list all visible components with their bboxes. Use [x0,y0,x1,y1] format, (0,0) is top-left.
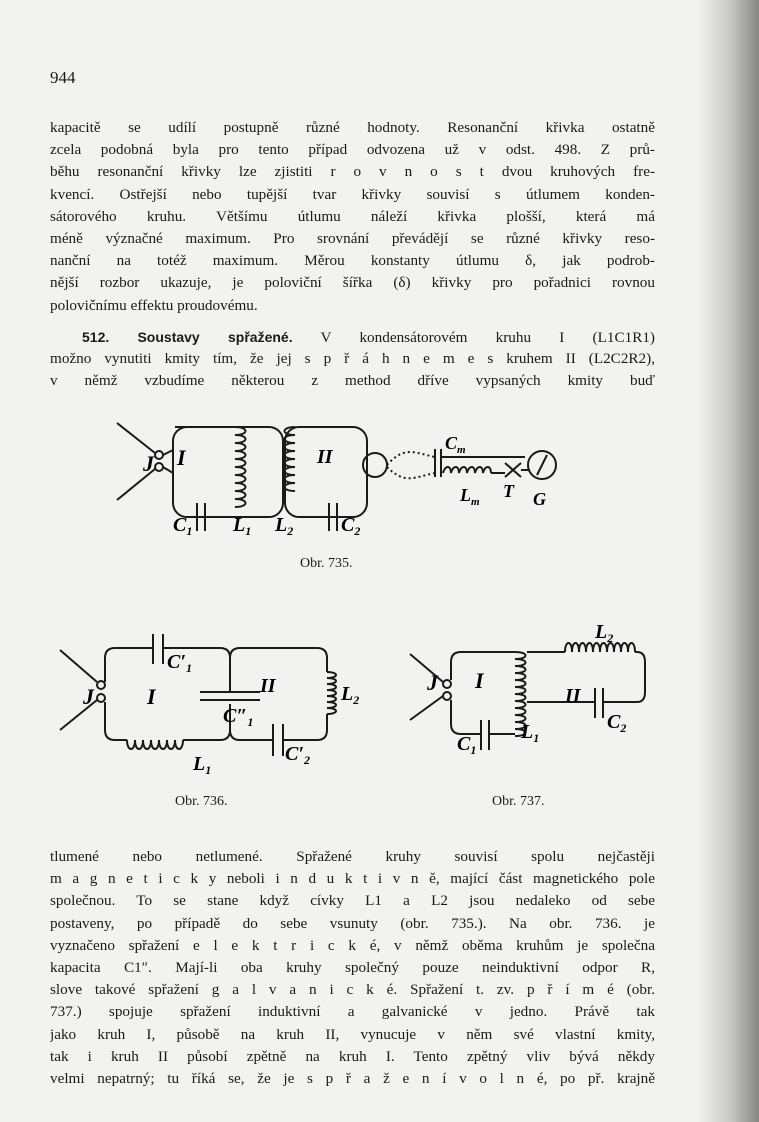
label-C2: $C_2$ [607,711,627,735]
text-line: kapacitě se udílí postupně různé hodnoty. Resonanční křivka ostatně [50,119,655,136]
text-line: tak i kruh II působí zpětně na kruh I. Tento zpětný vliv bývá někdy [50,1047,655,1065]
label-J: J [83,684,94,709]
text-line: v němž vzbudíme některou z method dříve vypsaných kmity buď [50,372,655,390]
section-number: 512. [82,329,110,345]
label-G: G [533,489,546,509]
text-line: tlumené nebo netlumené. Spřažené kruhy souvisí spolu nejčastěji [50,848,655,865]
page-edge-shadow [697,0,759,1122]
text-line: velmi nepatrný; tu říká se, že je s p ř a ž e n í v o l n é, po př. krajně [50,1069,655,1087]
figure-737 [405,620,655,760]
text-line: zcela podobná byla pro tento případ odvozena už v odst. 498. Z prů- [50,141,655,159]
label-L1: $L_1$ [193,753,212,777]
label-C1: $C_1$ [457,733,477,757]
label-I: I [147,684,156,709]
text-line: sátorového kruhu. Většímu útlumu náleží křivka plošší, která má [50,207,655,225]
page-number: 944 [50,68,76,87]
caption-737: Obr. 737. [492,794,545,809]
text-line: slove takové spřažení g a l v a n i c k é. Spřažení t. zv. p ř í m é (obr. [50,981,655,999]
text-line: možno vynutiti kmity tím, že jej s p ř á h n e m e s kruhem II (L2C2R2), [50,350,655,368]
caption-735: Obr. 735. [300,556,353,571]
label-C1-prime: $C'_1$ [167,651,192,675]
label-II: II [565,685,581,707]
text-line: nanční na totéž maximum. Měrou konstanty útlumu δ, jak podrob- [50,252,655,270]
label-II: II [317,446,333,468]
section-title: Soustavy spřažené. [137,329,293,345]
section-text: V kondensátorovém kruhu I (L1C1R1) [320,329,655,346]
section-heading-line [50,326,655,348]
label-C2: $C_2$ [341,514,361,538]
label-I: I [177,445,186,470]
paragraph-2 [50,846,655,1090]
label-J: J [427,670,438,695]
text-line: kvencí. Ostřejší nebo tupější tvar křivky souvisí s útlumem konden- [50,185,655,203]
label-L2: $L_2$ [595,621,614,645]
text-line: postaveny, po případě do sebe vsunuty (obr. 735.). Na obr. 736. je [50,914,655,932]
label-Cm: $C_m$ [445,433,466,456]
caption-736: Obr. 736. [175,794,228,809]
label-L2: $L_2$ [275,514,294,538]
label-C2-prime: $C'_2$ [285,743,310,767]
label-L1: $L_1$ [521,721,540,745]
figure-735 [105,405,565,545]
figure-736 [55,620,375,780]
label-C1: $C_1$ [173,514,193,538]
label-L1: $L_1$ [233,514,252,538]
text-line: 737.) spojuje spřažení induktivní a galvanické v jedno. Právě tak [50,1003,655,1021]
section-512 [50,326,655,393]
text-line: kapacita C1″. Mají-li oba kruhy společný pouze neinduktivní odpor R, [50,958,655,976]
text-line: polovičnímu effektu proudovému. [50,296,258,314]
text-line: m a g n e t i c k y neboli i n d u k t i v n ě, mající část magnetického pole [50,870,655,888]
label-T: T [503,481,514,501]
label-II: II [260,675,276,697]
text-line: vyznačeno spřažení e l e k t r i c k é, v němž oběma kruhům je společna [50,936,655,954]
label-Lm: $L_m$ [460,485,480,508]
label-C1-double-prime: $C''_1$ [223,705,254,729]
text-line: běhu resonanční křivky lze zjistiti r o v n o s t dvou kruhových fre- [50,163,655,181]
text-line: nější rozbor ukazuje, je poloviční šířka (δ) křivky pro pořadnici rovnou [50,274,655,292]
label-L2: $L_2$ [341,683,360,707]
text-line: společnou. To se stane když cívky L1 a L2 jsou nedaleko od sebe [50,892,655,910]
label-J: J [143,451,154,476]
paragraph-1 [50,117,655,317]
label-I: I [475,668,484,693]
text-line: jako kruh I, působě na kruh II, vynucuje v něm své vlastní kmity, [50,1025,655,1043]
text-line: méně význačné maximum. Pro srovnání převádějí se různé křivky reso- [50,229,655,247]
